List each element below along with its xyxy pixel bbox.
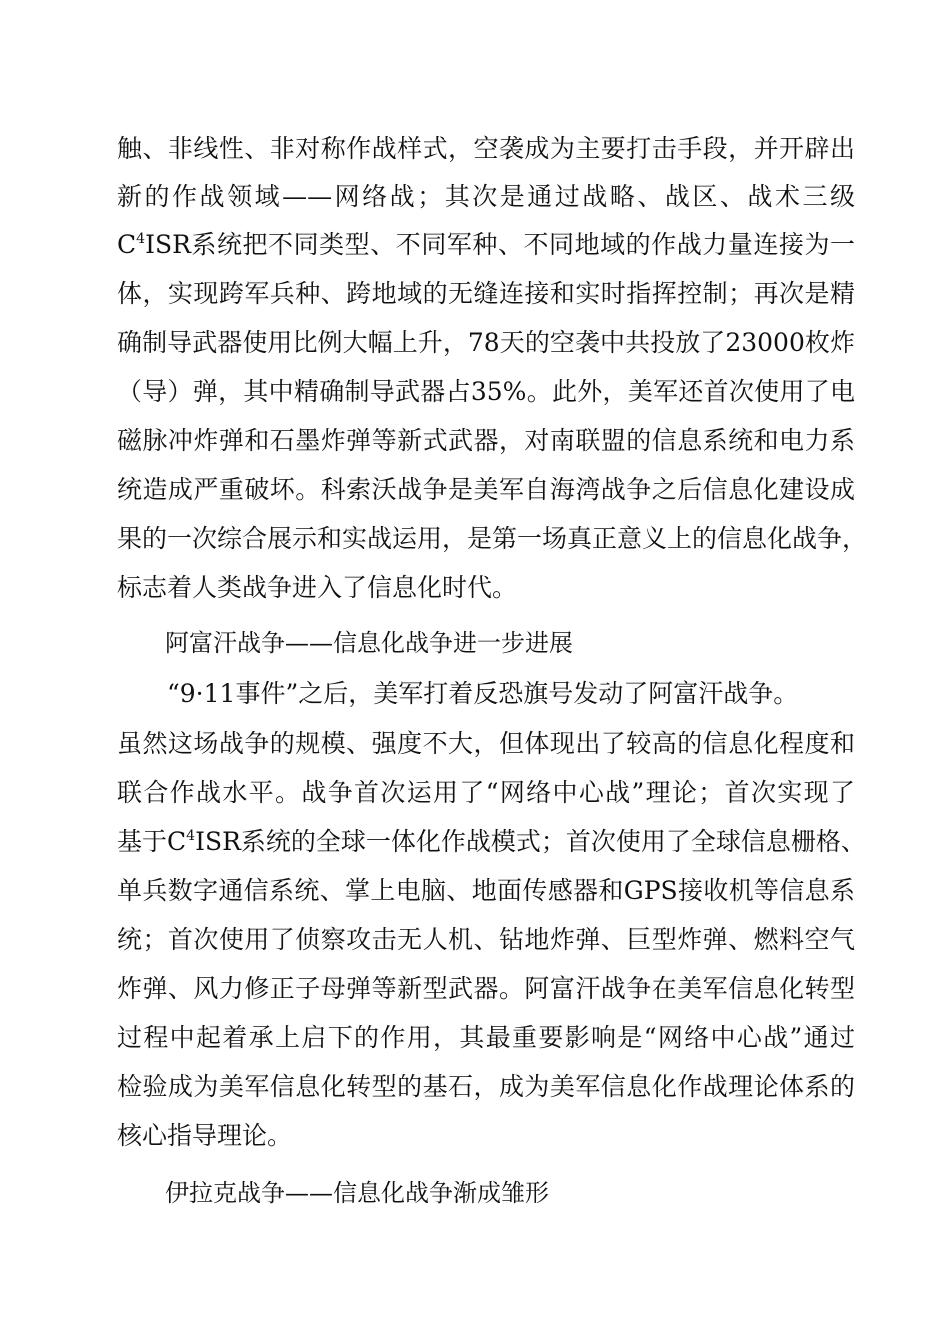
paragraph-line: “9·11事件”之后，美军打着反恐旗号发动了阿富汗战争。 [167,679,799,708]
paragraph-line: 炸弹、风力修正子母弹等新型武器。阿富汗战争在美军信息化转型 [117,974,855,1003]
paragraph-line: 统；首次使用了侦察攻击无人机、钻地炸弹、巨型炸弹、燃料空气 [117,925,855,954]
paragraph-line: 确制导武器使用比例大幅上升，78天的空袭中共投放了23000枚炸 [117,328,855,357]
paragraph-line: 单兵数字通信系统、掌上电脑、地面传感器和GPS接收机等信息系 [117,876,855,905]
paragraph-line: 果的一次综合展示和实战运用，是第一场真正意义上的信息化战争， [117,524,868,553]
text-fragment: ISR系统的全球一体化作战模式；首次使用了全球信息栅格、 [195,827,866,856]
section-heading: 阿富汗战争——信息化战争进一步进展 [165,629,573,657]
paragraph-line: 触、非线性、非对称作战样式，空袭成为主要打击手段，并开辟出 [117,134,855,163]
paragraph-line: 联合作战水平。战争首次运用了“网络中心战”理论；首次实现了 [117,778,855,807]
paragraph-line: 体，实现跨军兵种、跨地域的无缝连接和实时指挥控制；再次是精 [117,279,855,308]
paragraph-line: 磁脉冲炸弹和石墨炸弹等新式武器，对南联盟的信息系统和电力系 [117,426,855,455]
paragraph-line [117,225,855,265]
paragraph-line: 核心指导理论。 [117,1121,293,1150]
section-heading: 伊拉克战争——信息化战争渐成雏形 [165,1179,549,1207]
paragraph-line: （导）弹，其中精确制导武器占35%。此外，美军还首次使用了电 [117,377,855,406]
paragraph-line: 检验成为美军信息化转型的基石，成为美军信息化作战理论体系的 [117,1072,855,1101]
superscript: 4 [186,828,196,844]
paragraph-line: 过程中起着承上启下的作用，其最重要影响是“网络中心战”通过 [117,1023,855,1052]
paragraph-line: 新的作战领域——网络战；其次是通过战略、战区、战术三级 [117,182,855,211]
superscript: 4 [136,231,146,247]
paragraph-line: 虽然这场战争的规模、强度不大，但体现出了较高的信息化程度和 [117,729,855,758]
text-fragment: 基于C [117,827,187,856]
text-fragment: C [117,230,137,259]
paragraph-line [117,822,866,862]
paragraph-line: 统造成严重破坏。科索沃战争是美军自海湾战争之后信息化建设成 [117,475,855,504]
text-fragment: ISR系统把不同类型、不同军种、不同地域的作战力量连接为一 [145,230,855,259]
paragraph-line: 标志着人类战争进入了信息化时代。 [117,573,518,602]
